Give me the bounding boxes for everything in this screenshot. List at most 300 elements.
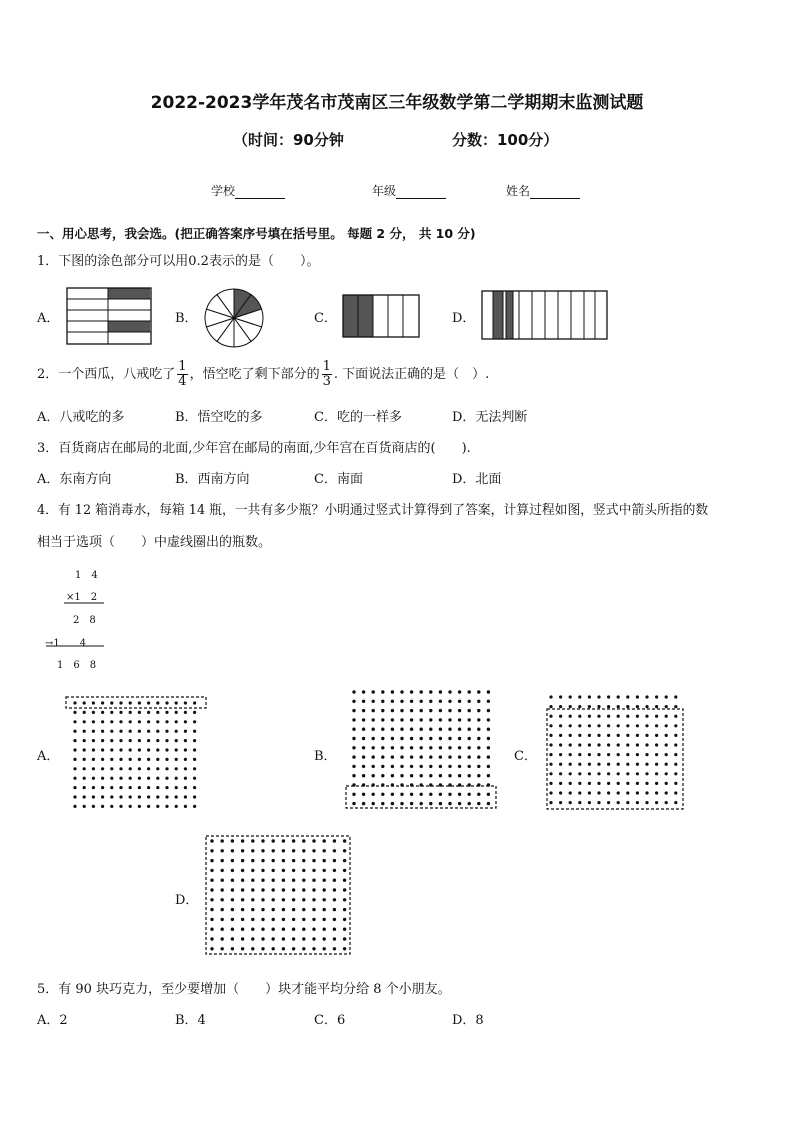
dot — [549, 753, 552, 756]
dot — [147, 758, 150, 761]
dot — [372, 774, 375, 777]
dot — [175, 748, 178, 751]
dot — [323, 908, 326, 911]
dot — [83, 786, 86, 789]
dot — [617, 715, 620, 718]
dot — [352, 737, 355, 740]
dot — [381, 746, 384, 749]
dot — [372, 802, 375, 805]
dot — [626, 715, 629, 718]
dot — [578, 715, 581, 718]
dot — [674, 772, 677, 775]
dot — [607, 705, 610, 708]
dot — [165, 767, 168, 770]
dot — [617, 724, 620, 727]
dot — [372, 718, 375, 721]
dot — [352, 793, 355, 796]
dot — [231, 928, 234, 931]
dot — [110, 805, 113, 808]
dot — [617, 791, 620, 794]
dot — [458, 746, 461, 749]
dot — [410, 690, 413, 693]
dot — [391, 709, 394, 712]
dot — [487, 737, 490, 740]
dot — [665, 782, 668, 785]
dot — [210, 898, 213, 901]
dot — [477, 774, 480, 777]
dot — [210, 937, 213, 940]
dot — [210, 849, 213, 852]
dot — [73, 748, 76, 751]
dot — [391, 765, 394, 768]
dot — [588, 763, 591, 766]
dot — [439, 718, 442, 721]
dot — [110, 748, 113, 751]
dot — [241, 928, 244, 931]
dot — [588, 801, 591, 804]
dot — [429, 737, 432, 740]
dot — [477, 728, 480, 731]
q5-option-d: D．8 — [452, 1013, 484, 1028]
dot — [410, 728, 413, 731]
dot — [175, 730, 178, 733]
dot — [343, 849, 346, 852]
dot — [193, 720, 196, 723]
dot — [381, 774, 384, 777]
dot — [101, 805, 104, 808]
dot — [184, 739, 187, 742]
q2-option-b: B．悟空吃的多 — [175, 410, 263, 425]
dot — [101, 748, 104, 751]
dot — [674, 801, 677, 804]
dot — [210, 869, 213, 872]
grade-label: 年级 — [372, 184, 397, 198]
dot — [92, 767, 95, 770]
dot — [272, 839, 275, 842]
dot — [282, 849, 285, 852]
dot — [400, 728, 403, 731]
dot — [362, 793, 365, 796]
dot — [261, 869, 264, 872]
dot — [381, 765, 384, 768]
dot — [468, 746, 471, 749]
dot — [636, 724, 639, 727]
dot — [655, 763, 658, 766]
dot — [448, 700, 451, 703]
dot — [636, 801, 639, 804]
dot — [175, 720, 178, 723]
dot — [410, 765, 413, 768]
dot — [372, 690, 375, 693]
dot — [83, 730, 86, 733]
dot — [184, 748, 187, 751]
dot — [655, 801, 658, 804]
dot — [292, 947, 295, 950]
dot — [333, 898, 336, 901]
dot — [92, 730, 95, 733]
dot — [83, 767, 86, 770]
dot — [312, 918, 315, 921]
shaded-strip — [506, 291, 513, 339]
q5-option-c: C．6 — [314, 1013, 346, 1028]
dot — [272, 898, 275, 901]
dot — [138, 730, 141, 733]
dot — [578, 753, 581, 756]
dot — [578, 695, 581, 698]
dot — [110, 701, 113, 704]
dot — [138, 711, 141, 714]
dot — [292, 918, 295, 921]
dot — [138, 748, 141, 751]
question-4-line-1: 4．有 12 箱消毒水，每箱 14 瓶，一共有多少瓶？小明通过竖式计算得到了答案，计算过程如图，竖式中箭头所指的数 — [37, 503, 709, 518]
dot — [458, 737, 461, 740]
dot — [674, 724, 677, 727]
dot — [410, 700, 413, 703]
dot — [458, 765, 461, 768]
dot — [129, 748, 132, 751]
dot — [458, 728, 461, 731]
dot — [487, 802, 490, 805]
calc-line-1 — [64, 602, 104, 604]
dot — [381, 690, 384, 693]
dot — [665, 724, 668, 727]
dot — [665, 801, 668, 804]
q4-option-b: B． — [314, 749, 337, 764]
dot — [292, 928, 295, 931]
dot — [210, 839, 213, 842]
dot — [487, 718, 490, 721]
dot — [429, 746, 432, 749]
dot — [323, 849, 326, 852]
dot — [549, 715, 552, 718]
dot — [439, 755, 442, 758]
dot — [549, 734, 552, 737]
dot — [175, 701, 178, 704]
dot — [165, 758, 168, 761]
dot — [448, 802, 451, 805]
dot — [333, 918, 336, 921]
dot — [343, 839, 346, 842]
dot — [597, 772, 600, 775]
dot — [231, 839, 234, 842]
dot — [221, 888, 224, 891]
dot — [312, 888, 315, 891]
q3-option-c: C．南面 — [314, 472, 363, 487]
dot — [410, 802, 413, 805]
dot — [343, 859, 346, 862]
dot — [352, 774, 355, 777]
dot — [119, 711, 122, 714]
name-label: 姓名 — [506, 184, 531, 198]
dot — [323, 839, 326, 842]
dot — [165, 795, 168, 798]
dot — [129, 758, 132, 761]
dot — [477, 765, 480, 768]
dot — [110, 786, 113, 789]
dot — [83, 701, 86, 704]
dot — [292, 839, 295, 842]
dot — [251, 908, 254, 911]
dot — [636, 715, 639, 718]
dot — [674, 763, 677, 766]
dot — [138, 805, 141, 808]
dot — [261, 898, 264, 901]
dot — [221, 869, 224, 872]
dot — [400, 793, 403, 796]
dot — [333, 908, 336, 911]
q4-option-d: D． — [175, 893, 199, 908]
dot — [175, 786, 178, 789]
dot — [636, 705, 639, 708]
dot — [129, 711, 132, 714]
dot — [119, 758, 122, 761]
dot — [312, 879, 315, 882]
dot — [468, 690, 471, 693]
dot — [588, 753, 591, 756]
dot — [381, 700, 384, 703]
dot — [147, 730, 150, 733]
dot — [549, 782, 552, 785]
dot — [241, 888, 244, 891]
dot — [352, 718, 355, 721]
question-5: 5．有 90 块巧克力，至少要增加（ ）块才能平均分给 8 个小朋友。 — [37, 982, 451, 997]
dot — [439, 737, 442, 740]
dot — [487, 690, 490, 693]
dot — [487, 746, 490, 749]
dot — [400, 737, 403, 740]
dot — [391, 690, 394, 693]
dot — [241, 918, 244, 921]
dot — [477, 700, 480, 703]
dot — [241, 937, 244, 940]
calc-row-4: →1 4 — [45, 638, 87, 649]
dot — [645, 695, 648, 698]
dot — [333, 928, 336, 931]
dot — [83, 795, 86, 798]
dot — [282, 869, 285, 872]
dot — [549, 772, 552, 775]
dot — [559, 782, 562, 785]
dot — [333, 839, 336, 842]
dot — [272, 859, 275, 862]
q5-option-a: A．2 — [37, 1013, 68, 1028]
fraction-one-quarter: $\frac{1}{4}$ — [178, 359, 187, 389]
dot — [626, 791, 629, 794]
dot — [420, 746, 423, 749]
dot — [251, 888, 254, 891]
dot — [343, 888, 346, 891]
dot — [400, 774, 403, 777]
dot — [231, 849, 234, 852]
dot — [272, 888, 275, 891]
dot — [241, 839, 244, 842]
dot — [655, 695, 658, 698]
dot — [343, 869, 346, 872]
dot — [73, 720, 76, 723]
dot — [674, 782, 677, 785]
dot — [588, 724, 591, 727]
dot — [261, 839, 264, 842]
dot — [165, 720, 168, 723]
dot — [251, 928, 254, 931]
dot — [468, 728, 471, 731]
dot — [210, 879, 213, 882]
dot — [156, 786, 159, 789]
dot — [73, 805, 76, 808]
dot — [626, 782, 629, 785]
dot — [400, 746, 403, 749]
dot — [655, 734, 658, 737]
dot — [468, 755, 471, 758]
dot — [607, 695, 610, 698]
dot — [92, 720, 95, 723]
dot — [210, 928, 213, 931]
dot — [569, 695, 572, 698]
dot — [231, 908, 234, 911]
dot — [429, 802, 432, 805]
dot — [175, 767, 178, 770]
dot — [282, 839, 285, 842]
dot — [588, 791, 591, 794]
dot — [138, 777, 141, 780]
dot — [400, 755, 403, 758]
dot — [429, 700, 432, 703]
dot — [559, 753, 562, 756]
dot — [549, 724, 552, 727]
dot — [119, 777, 122, 780]
dot — [400, 709, 403, 712]
dot — [92, 748, 95, 751]
dot — [292, 937, 295, 940]
dot — [549, 801, 552, 804]
dot — [312, 928, 315, 931]
dot — [439, 728, 442, 731]
dot — [352, 728, 355, 731]
dot — [626, 772, 629, 775]
dot — [302, 879, 305, 882]
dot — [674, 791, 677, 794]
dot — [147, 720, 150, 723]
dot — [569, 724, 572, 727]
dot — [400, 718, 403, 721]
dot — [343, 947, 346, 950]
dot — [617, 743, 620, 746]
dot — [626, 743, 629, 746]
dot — [665, 772, 668, 775]
dot — [362, 755, 365, 758]
dot — [597, 782, 600, 785]
dot — [597, 753, 600, 756]
dot — [559, 695, 562, 698]
dashed-outline — [547, 709, 683, 809]
dot — [156, 730, 159, 733]
dot — [292, 869, 295, 872]
dot — [193, 730, 196, 733]
dot — [119, 730, 122, 733]
dot — [569, 743, 572, 746]
dot — [147, 786, 150, 789]
dot — [147, 711, 150, 714]
dot — [468, 774, 471, 777]
dot — [165, 701, 168, 704]
dot — [261, 849, 264, 852]
dot — [210, 908, 213, 911]
dot — [617, 782, 620, 785]
dot — [468, 709, 471, 712]
dot — [119, 767, 122, 770]
dot — [448, 728, 451, 731]
dot — [221, 849, 224, 852]
dot — [282, 898, 285, 901]
dot — [487, 700, 490, 703]
dot — [241, 879, 244, 882]
dot — [429, 728, 432, 731]
dot — [617, 772, 620, 775]
dot — [156, 805, 159, 808]
dot — [184, 701, 187, 704]
dot — [119, 795, 122, 798]
dot — [138, 701, 141, 704]
dot — [343, 928, 346, 931]
dot — [165, 739, 168, 742]
dot — [184, 786, 187, 789]
dot — [138, 739, 141, 742]
dot — [175, 711, 178, 714]
dot — [165, 711, 168, 714]
dot — [477, 709, 480, 712]
dot — [391, 728, 394, 731]
calc-row-2: ×1 2 — [66, 592, 98, 603]
dot — [578, 734, 581, 737]
dot — [477, 746, 480, 749]
dot — [607, 791, 610, 794]
dot — [333, 859, 336, 862]
dot — [617, 763, 620, 766]
dot — [448, 765, 451, 768]
dot — [655, 715, 658, 718]
dot — [282, 928, 285, 931]
dot — [193, 739, 196, 742]
dot — [333, 947, 336, 950]
dot — [429, 765, 432, 768]
dot — [302, 888, 305, 891]
dot — [210, 888, 213, 891]
dot — [221, 908, 224, 911]
dot — [73, 701, 76, 704]
dot — [597, 743, 600, 746]
dot — [448, 690, 451, 693]
q2-option-c: C．吃的一样多 — [314, 410, 402, 425]
dot — [165, 730, 168, 733]
dot — [597, 791, 600, 794]
dot — [193, 701, 196, 704]
dot — [221, 839, 224, 842]
dot — [468, 802, 471, 805]
dot — [448, 737, 451, 740]
dot — [549, 695, 552, 698]
dot — [391, 793, 394, 796]
dot — [221, 928, 224, 931]
dot — [101, 795, 104, 798]
calc-row-3: 2 8 — [73, 615, 96, 626]
dot — [302, 869, 305, 872]
dot — [607, 734, 610, 737]
dot — [588, 743, 591, 746]
dot — [312, 839, 315, 842]
dot — [231, 888, 234, 891]
dot — [569, 715, 572, 718]
dot — [362, 700, 365, 703]
